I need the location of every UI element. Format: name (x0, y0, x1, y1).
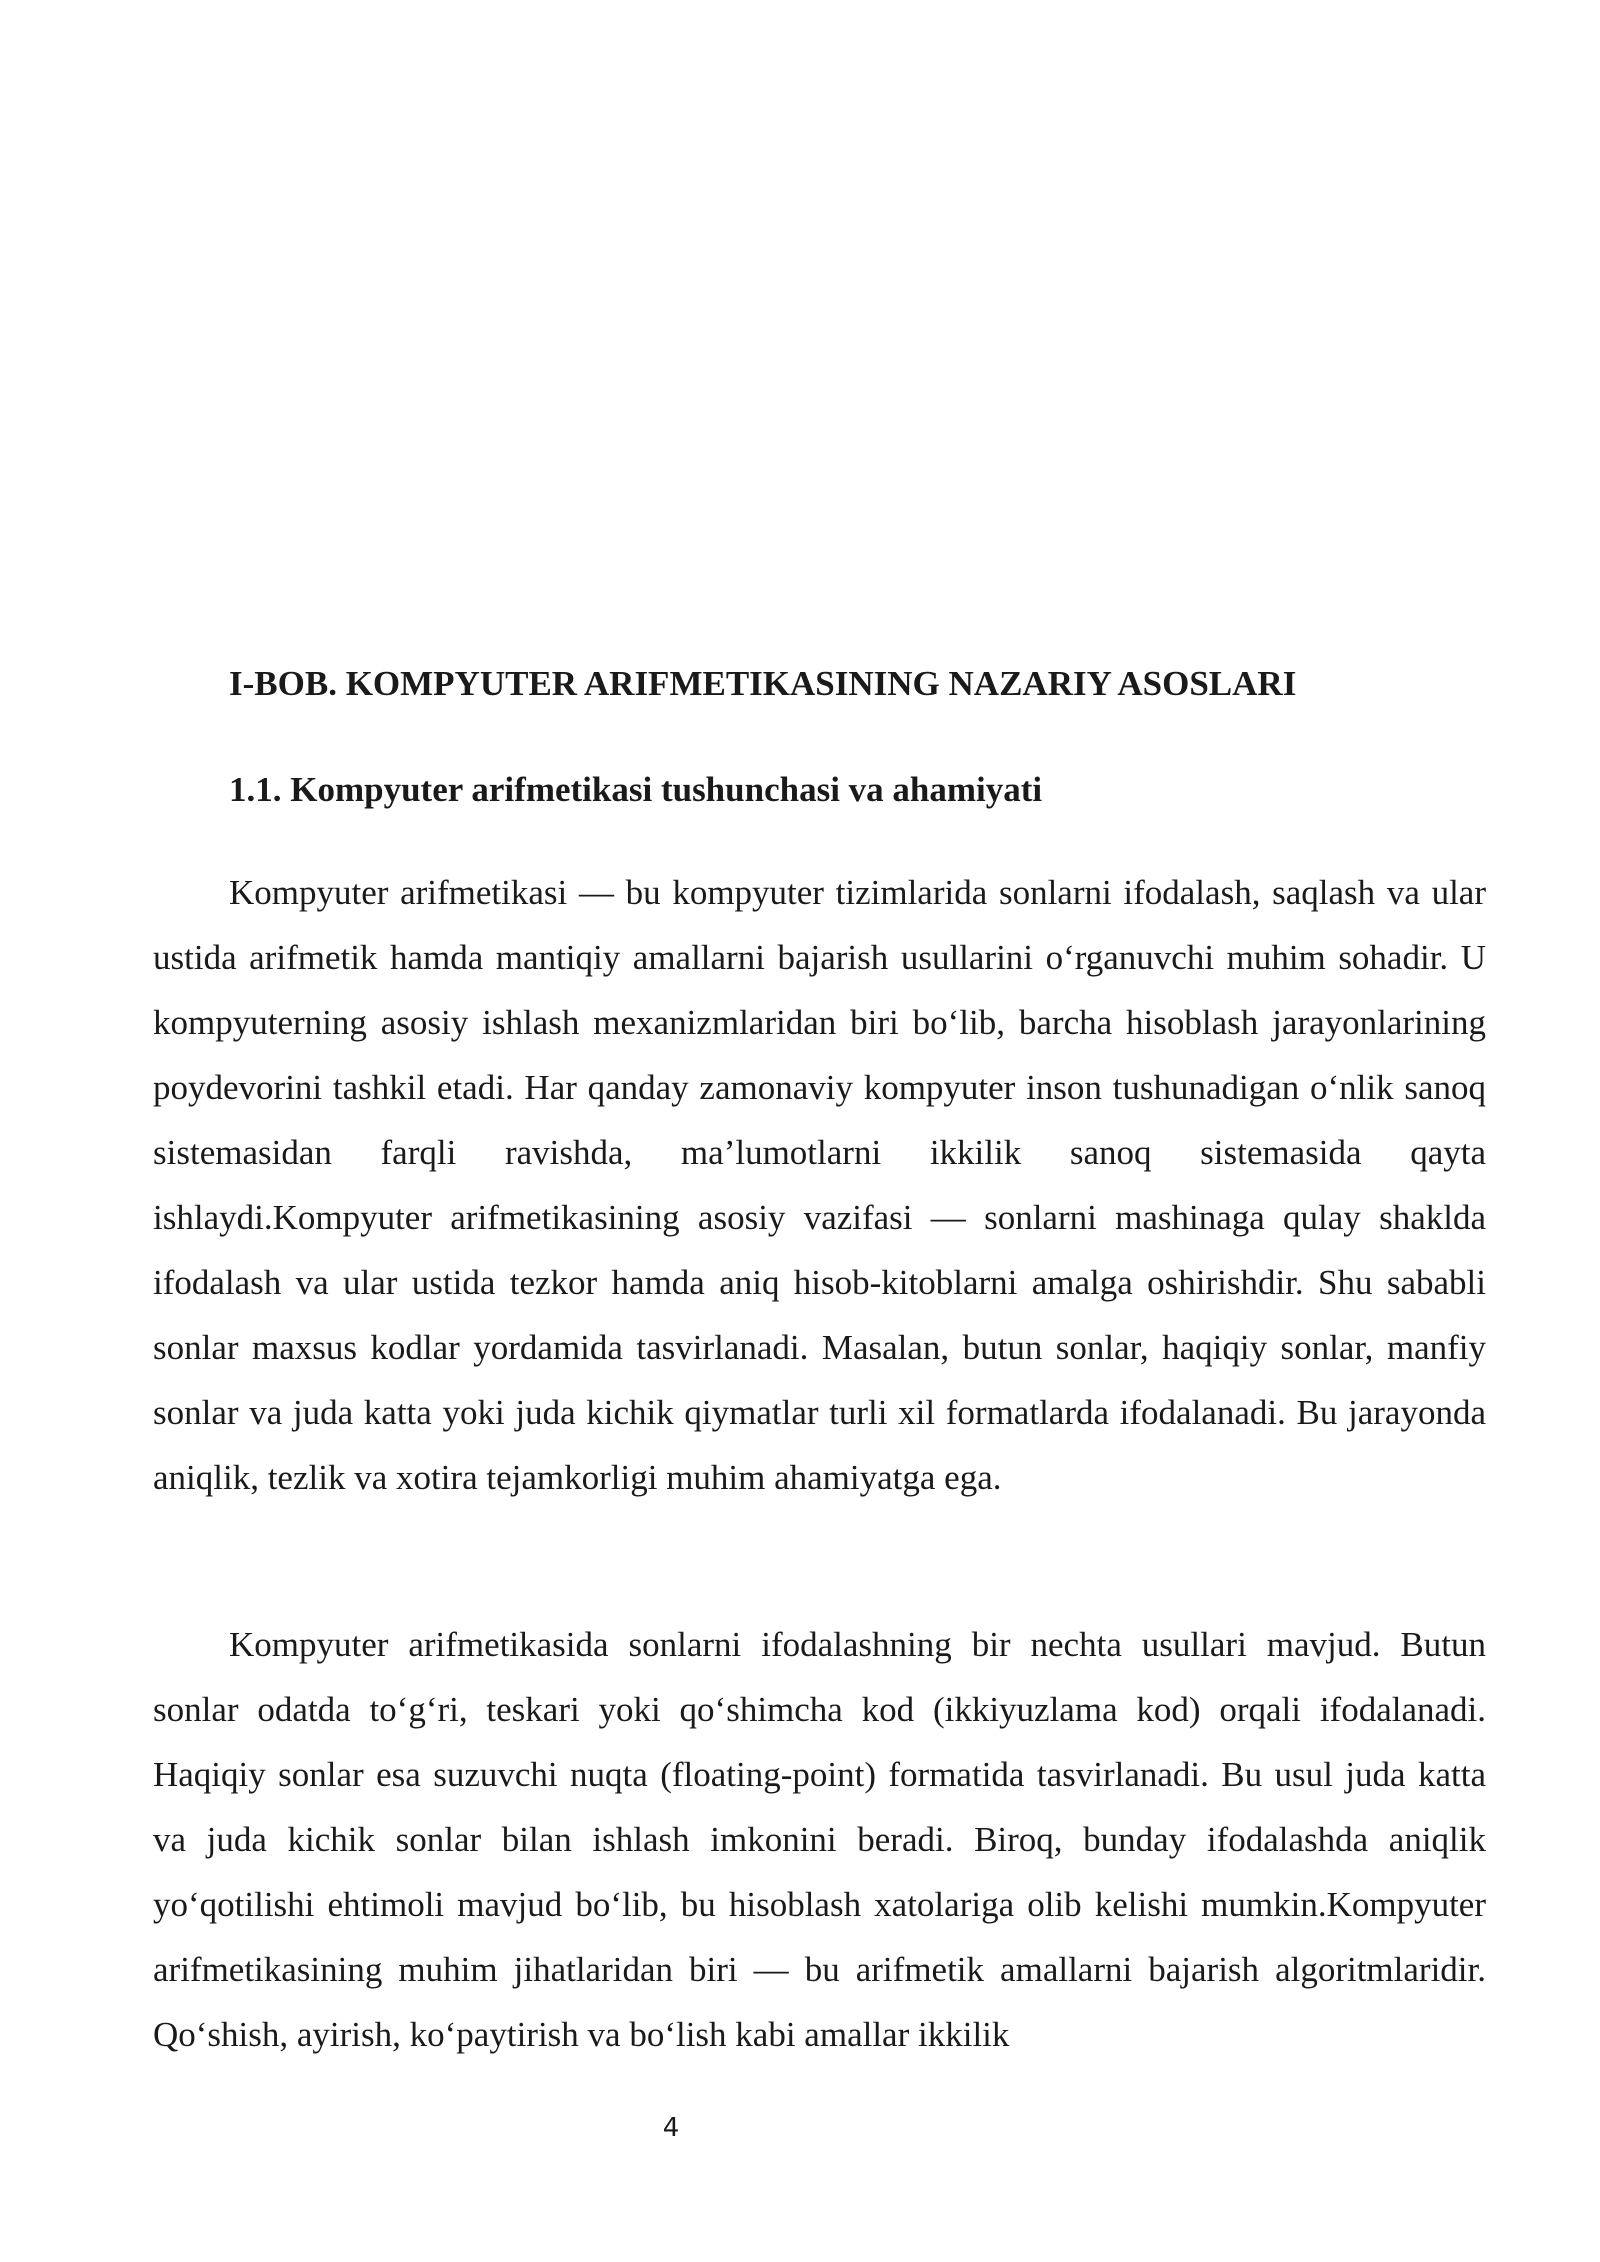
body-paragraph: Kompyuter arifmetikasi — bu kompyuter tizimlarida sonlarni ifodalash, saqlash va ular ustida arifmetik hamda mantiqiy amallarni bajarish usullarini o‘rganuvchi muhim sohadir. U kompyuterning asosiy ishlash mexanizmlaridan biri bo‘lib, barcha hisoblash jarayonlarining poydevorini tashkil etadi. Har qanday zamonaviy kompyuter inson tushunadigan o‘nlik sanoq sistemasidan farqli ravishda, ma’lumotlarni ikkilik sanoq sistemasida qayta ishlaydi.Kompyuter arifmetikasining asosiy vazifasi — sonlarni mashinaga qulay shaklda ifodalash va ular ustida tezkor hamda aniq hisob-kitoblarni amalga oshirishdir. Shu sababli sonlar maxsus kodlar yordamida tasvirlanadi. Masalan, butun sonlar, haqiqiy sonlar, manfiy sonlar va juda katta yoki juda kichik qiymatlar turli xil formatlarda ifodalanadi. Bu jarayonda aniqlik, tezlik va xotira tejamkorligi muhim ahamiyatga ega. (153, 873, 1486, 1497)
body-paragraph: Kompyuter arifmetikasida sonlarni ifodalashning bir nechta usullari mavjud. Butun sonlar odatda to‘g‘ri, teskari yoki qo‘shimcha kod (ikkiyuzlama kod) orqali ifodalanadi. Haqiqiy sonlar esa suzuvchi nuqta (floating-point) formatida tasvirlanadi. Bu usul juda katta va juda kichik sonlar bilan ishlash imkonini beradi. Biroq, bunday ifodalashda aniqlik yo‘qotilishi ehtimoli mavjud bo‘lib, bu hisoblash xatolariga olib kelishi mumkin.Kompyuter arifmetikasining muhim jihatlaridan biri — bu arifmetik amallarni bajarish algoritmlaridir. Qo‘shish, ayirish, ko‘paytirish va bo‘lish kabi amallar ikkilik (153, 1625, 1486, 2054)
section-title: 1.1. Kompyuter arifmetikasi tushunchasi va ahamiyati (229, 770, 1043, 809)
chapter-title: I-BOB. KOMPYUTER ARIFMETIKASINING NAZARIY ASOSLARI (229, 664, 1297, 703)
page-number: 4 (662, 2113, 680, 2143)
